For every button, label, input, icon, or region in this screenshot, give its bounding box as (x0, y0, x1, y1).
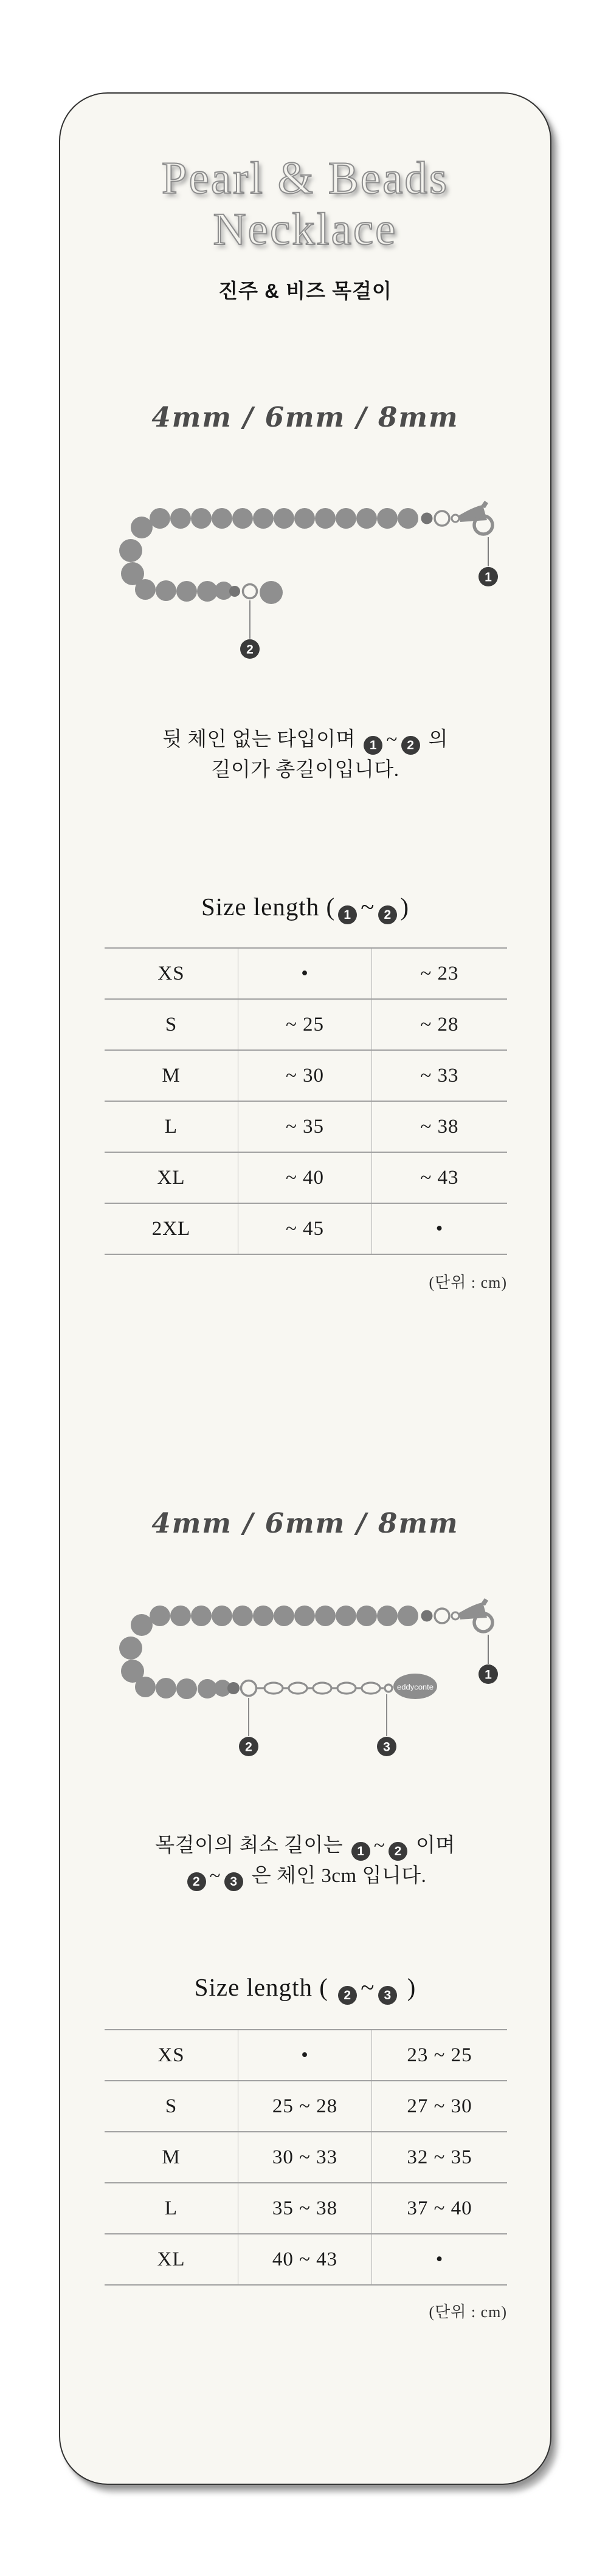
size-label: L (164, 1115, 178, 1138)
size-label: S (165, 2095, 178, 2117)
jump-ring-top (435, 1609, 449, 1623)
marker-2-badge (240, 639, 260, 659)
length-max: 23 ~ 25 (407, 2044, 472, 2066)
length-min: ~ 35 (238, 1102, 372, 1152)
length-min: 40 ~ 43 (238, 2234, 372, 2284)
length-min: ~ 25 (238, 1000, 372, 1049)
size-table-chain-length (105, 2029, 507, 2286)
svg-text:2: 2 (245, 1740, 252, 1754)
inline-marker-3: 3 (224, 1872, 243, 1891)
note-line: 뒷 체인 없는 타입이며 1 ~ 2 의 (60, 724, 550, 755)
inline-marker-2: 2 (401, 736, 420, 755)
bead-sizes-label-1: 4mm / 6mm / 8mm (151, 401, 459, 433)
table-row (105, 949, 507, 1000)
connector-bead-top (421, 1610, 433, 1622)
length-max: • (435, 1217, 444, 1240)
jump-ring-end (243, 585, 257, 599)
length-max: ~ 23 (420, 962, 459, 984)
svg-text:1: 1 (485, 1668, 492, 1682)
length-max: ~ 28 (420, 1013, 459, 1036)
length-max: ~ 38 (420, 1115, 459, 1138)
inline-marker-1: 1 (351, 1842, 370, 1861)
table-row (105, 2030, 507, 2081)
size-label: M (162, 1064, 181, 1087)
marker-3-badge (377, 1737, 396, 1756)
bead-strand-top (119, 1606, 418, 1699)
marker-2-badge (239, 1737, 258, 1756)
product-title-line1: Pearl & Beads (161, 153, 449, 204)
note-line: 2 ~ 3 은 체인 3cm 입니다. (60, 1861, 550, 1891)
length-max: ~ 43 (420, 1166, 459, 1189)
size-label: M (162, 2146, 181, 2168)
marker-1-badge (478, 567, 498, 586)
size-label: XL (157, 1166, 185, 1189)
size-label: L (164, 2197, 178, 2219)
connector-bead-top (421, 513, 433, 524)
connector-bead-end (227, 1682, 240, 1694)
note-with-chain (60, 1830, 550, 1891)
table-row (105, 2081, 507, 2132)
table-row (105, 1204, 507, 1255)
connector-bead-end (229, 586, 240, 597)
table-row (105, 1102, 507, 1153)
lobster-clasp-icon (459, 1598, 492, 1632)
inline-marker-2: 2 (187, 1872, 206, 1891)
extension-chain (257, 1683, 392, 1694)
size-table-title-1: Size length ( 1 ~ 2 ) (60, 891, 550, 924)
necklace-diagram-no-chain (93, 500, 519, 664)
inline-marker-1: 1 (364, 736, 382, 755)
inline-marker-2: 2 (338, 1986, 357, 2005)
brand-tag (393, 1674, 437, 1699)
marker-1-badge (478, 1664, 498, 1684)
length-min: 35 ~ 38 (238, 2183, 372, 2233)
size-label: XS (157, 962, 185, 984)
clasp-ring (452, 515, 459, 522)
size-table-total-length (105, 947, 507, 1255)
svg-text:2: 2 (246, 642, 254, 657)
lobster-clasp-icon (459, 501, 492, 534)
size-label: XL (157, 2248, 185, 2270)
table-row (105, 1051, 507, 1102)
length-max: 32 ~ 35 (407, 2146, 472, 2168)
jump-ring-chain-start (241, 1681, 257, 1696)
length-min: 25 ~ 28 (238, 2081, 372, 2131)
table-row (105, 1000, 507, 1051)
svg-text:eddyconte: eddyconte (397, 1682, 434, 1692)
inline-marker-3: 3 (378, 1986, 397, 2005)
clasp-ring (452, 1612, 459, 1619)
svg-text:3: 3 (383, 1740, 390, 1754)
note-no-chain (60, 724, 550, 785)
length-min: ~ 45 (238, 1204, 372, 1254)
jump-ring-top (435, 511, 449, 526)
length-min: • (238, 2030, 372, 2080)
size-table-title-2: Size length ( 2 ~ 3 ) (60, 1971, 550, 2005)
length-min: ~ 30 (238, 1051, 372, 1101)
product-subtitle-korean: 진주 & 비즈 목걸이 (218, 280, 392, 302)
unit-note: (단위 : cm) (429, 1274, 507, 1291)
size-label: XS (157, 2044, 185, 2066)
table-row (105, 2234, 507, 2286)
end-bead (260, 581, 283, 604)
length-min: 30 ~ 33 (238, 2132, 372, 2182)
product-info-card (59, 92, 551, 2485)
size-label: 2XL (151, 1217, 191, 1240)
inline-marker-2: 2 (389, 1842, 407, 1861)
length-min: ~ 40 (238, 1153, 372, 1203)
table-row (105, 2183, 507, 2234)
note-line: 길이가 총길이입니다. (211, 759, 399, 781)
note-line: 목걸이의 최소 길이는 1 ~ 2 이며 (60, 1830, 550, 1861)
length-max: 27 ~ 30 (407, 2095, 472, 2117)
size-label: S (165, 1013, 178, 1036)
table-row (105, 1153, 507, 1204)
bead-sizes-label-2: 4mm / 6mm / 8mm (151, 1507, 459, 1539)
unit-note: (단위 : cm) (429, 2303, 507, 2321)
length-max: 37 ~ 40 (407, 2197, 472, 2219)
svg-text:1: 1 (485, 570, 492, 585)
length-max: • (435, 2248, 444, 2270)
table-row (105, 2132, 507, 2183)
inline-marker-1: 1 (338, 905, 357, 924)
length-min: • (238, 949, 372, 998)
length-max: ~ 33 (420, 1064, 459, 1087)
inline-marker-2: 2 (378, 905, 397, 924)
necklace-diagram-with-chain (93, 1597, 519, 1761)
product-title-line2: Necklace (213, 204, 398, 255)
product-title (60, 153, 550, 255)
